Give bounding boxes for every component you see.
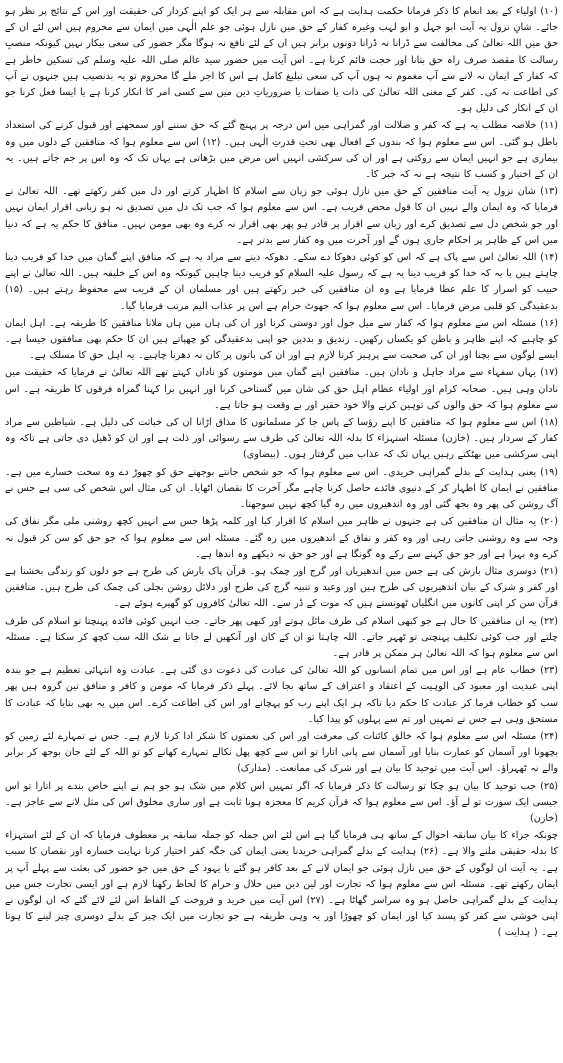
commentary-paragraph-23: (۲۳) خطاب عام ہے اور اس میں تمام انسانوں کو اللہ تعالیٰ کی عبادت کی دعوت دی گئی ہے۔ عبادت وہ انتہائی تعظیم ہے جو بندہ اپنی عبدیت اور معبود کی الوہیت کے اعتقاد و اعتراف کے ساتھ بجا لائے۔ پہلے ذکر فرمایا کہ مومن و کافر و منافق تین گروہ ہیں پھر سب کو خطاب فرما کر عبادت کا حکم دیا تاکہ ہر ایک اپنے رب کو پہچانے اور اس کی اطاعت کرے۔ اس میں یہ بھی بتایا کہ عبادت کا مستحق وہی ہے جس نے تمہیں اور تم سے پہلوں کو پیدا کیا۔ [5, 665, 558, 725]
commentary-paragraph-20: (۲۰) یہ مثال ان منافقین کی ہے جنہوں نے ظاہر میں اسلام کا اقرار کیا اور کلمہ پڑھا جس سے انہیں کچھ روشنی ملی مگر نفاق کی وجہ سے وہ روشنی جاتی رہی اور وہ کفر و نفاق کے اندھیروں میں رہ گئے۔ مسئلہ اس سے معلوم ہوا کہ جو حق کو سن کر قبول نہ کرے وہ بہرا ہے اور جو حق کہنے سے رکے وہ گونگا ہے اور جو حق نہ دیکھے وہ اندھا ہے۔ [5, 516, 558, 560]
commentary-paragraph-19: (۱۹) یعنی ہدایت کے بدلے گمراہی خریدی۔ اس سے معلوم ہوا کہ جو شخص جانتے بوجھتے حق کو چھوڑ دے وہ سخت خسارے میں ہے۔ منافقین نے ایمان کا اظہار کر کے دنیوی فائدے حاصل کرنا چاہے مگر آخرت کا نقصان اٹھایا۔ ان کی مثال اس شخص کی سی ہے جس نے آگ روشن کی پھر وہ بجھ گئی اور وہ اندھیروں میں رہ گیا کچھ نہیں سوجھتا۔ [5, 466, 558, 511]
commentary-paragraph-21: (۲۱) دوسری مثال بارش کی ہے جس میں اندھیریاں اور گرج اور چمک ہو۔ قرآن پاک بارش کی طرح ہے جو دلوں کو زندگی بخشتا ہے اور کفر و شرک کے بیان اندھیریوں کی طرح ہیں اور وعید و تنبیہ گرج کی طرح اور دلائل روشن بجلی کی چمک کی طرح ہیں۔ منافقین قرآن سن کر اپنی کانوں میں انگلیاں ٹھونستے ہیں کہ موت کے ڈر سے۔ اللہ تعالیٰ کافروں کو گھیرے ہوئے ہے۔ [5, 565, 558, 610]
commentary-paragraph-final: چونکہ جزاء کا بیان سابقہ احوال کے ساتھ ہی فرمایا گیا ہے اس لئے اس جملہ کو جملہ سابقہ پر معطوف فرمایا کہ ان کے لئے استہزاء کا بدلہ حقیقی ملنے والا ہے۔ (۲۶) ہدایت کے بدلے گمراہی خریدنا یعنی ایمان کی جگہ کفر اختیار کرنا نہایت خسارہ اور نقصان کا سبب ہے۔ یہ آیت ان لوگوں کے حق میں نازل ہوئی جو ایمان لانے کے بعد کافر ہو گئے یا یہود کے حق میں جو حضور کی بعثت سے پہلے آپ پر ایمان رکھتے تھے۔ مسئلہ اس سے معلوم ہوا کہ تجارت اور لین دین میں حلال و حرام کا لحاظ رکھنا لازم ہے اور ایسی تجارت جس میں ہدایت کے بدلے گمراہی حاصل ہو وہ سراسر گھاٹا ہے۔ (۲۷) اس آیت میں خرید و فروخت کے الفاظ اس لئے لائے گئے کہ ان لوگوں نے اپنی خوشی سے کفر کو پسند کیا اور ایمان کو چھوڑا اور یہ وہی طریقہ ہے جو تجارت میں ایک چیز کے بدلے دوسری چیز لینے کا ہوتا ہے۔ ( ہدایت ) [5, 830, 558, 939]
commentary-paragraph-17: (۱۷) یہاں سفہاء سے مراد جاہل و نادان ہیں۔ منافقین اپنے گمان میں مومنوں کو نادان کہتے تھے اللہ تعالیٰ نے فرمایا کہ حقیقت میں نادان وہی ہیں۔ صحابہ کرام اور اولیاء عظام اہل حق کی شان میں گستاخی کرنا اور انہیں برا کہنا گمراہ فرقوں کا طریقہ ہے۔ اس سے معلوم ہوا کہ حق والوں کی توہین کرنے والا خود حقیر اور بے وقعت ہو جاتا ہے۔ [5, 367, 558, 411]
commentary-paragraph-25: (۲۵) جب توحید کا بیان ہو چکا تو رسالت کا ذکر فرمایا کہ اگر تمہیں اس کلام میں شک ہو جو ہم نے اپنے خاص بندے پر اتارا تو اس جیسی ایک سورت تو لے آؤ۔ اس سے معلوم ہوا کہ قرآن کریم کا معجزہ ہونا ثابت ہے اور ساری مخلوق اس کی مثل لانے سے عاجز ہے۔ (خازن) [5, 780, 558, 824]
commentary-paragraph-11-12: (۱۱) خلاصہ مطلب یہ ہے کہ کفر و ضلالت اور گمراہی میں اس درجہ پر پہنچ گئے کہ حق سننے اور سمجھنے اور قبول کرنے کی استعداد باطل ہو گئی۔ اس سے معلوم ہوا کہ بندوں کے افعال بھی تحتِ قدرتِ الٰہی ہیں۔ (۱۲) اس سے معلوم ہوا کہ منافقین کے دلوں میں وہ بیماری ہے جو انہیں ایمان سے روکتی ہے اور ان کی سرکشی انہیں اس مرض میں بڑھاتی ہے یہاں تک کہ وہ اس پر جم جاتے ہیں۔ یہ ان کے اختیار و کسب کا نتیجہ ہے نہ کہ جبر کا۔ [5, 120, 558, 181]
commentary-paragraph-24: (۲۴) مسئلہ اس سے معلوم ہوا کہ خالق کائنات کی معرفت اور اس کی نعمتوں کا شکر ادا کرنا لازم ہے۔ جس نے تمہارے لئے زمین کو بچھونا اور آسمان کو عمارت بنایا اور آسمان سے پانی اتارا تو اس سے کچھ پھل نکالے تمہارے کھانے کو تو اللہ کے لئے جان بوجھ کر برابر والے نہ ٹھہراؤ۔ اس آیت میں توحید کا بیان ہے اور شرک کی ممانعت۔ (مدارک) [5, 730, 558, 775]
commentary-paragraph-14-15: (۱۴) اللہ تعالیٰ اس سے پاک ہے کہ اس کو کوئی دھوکا دے سکے۔ دھوکہ دینے سے مراد یہ ہے کہ منافق اپنے گمان میں خدا کو فریب دینا چاہتے ہیں یا یہ کہ خدا کو فریب دینا یہ ہے کہ رسول علیہ السلام کو فریب دینا چاہیں کیونکہ وہ اس کے خلیفہ ہیں۔ اللہ تعالیٰ نے اپنے حبیب کو اسرار کا علم عطا فرمایا ہے وہ ان منافقین کی خبر رکھتے ہیں اور مسلمان ان کے فریب سے محفوظ رہتے ہیں۔ (۱۵) بدعقیدگی کو قلبی مرض فرمایا۔ اس سے معلوم ہوا کہ جھوٹ حرام ہے اس پر عذاب الیم مرتب فرمایا گیا۔ [5, 252, 558, 312]
commentary-paragraph-22: (۲۲) یہ ان منافقین کا حال ہے جو کبھی اسلام کی طرف مائل ہوتے اور کبھی پھر جاتے۔ جب انہیں کوئی فائدہ پہنچتا تو اسلام کی طرف چلتے اور جب کوئی تکلیف پہنچتی تو ٹھہر جاتے۔ اللہ چاہتا تو ان کے کان اور آنکھیں لے جاتا بے شک اللہ سب کچھ کر سکتا ہے۔ مسئلہ اس سے معلوم ہوا کہ اللہ تعالیٰ ہر ممکن پر قادر ہے۔ [5, 615, 558, 659]
commentary-paragraph-10: (۱۰) اولیاء کے بعد انعام کا ذکر فرمانا حکمت ہدایت ہے کہ اس مقابلہ سے ہر ایک کو اپنے کردار کی حقیقت اور اس کے نتائج پر نظر ہو جائے۔ شانِ نزول یہ آیت ابو جہل و ابو لہب وغیرہ کفار کے حق میں نازل ہوئی جو علم الٰہی میں ایمان سے محروم ہیں اس لئے ان کے حق میں اللہ تعالیٰ کی مخالفت سے ڈرانا نہ ڈرانا دونوں برابر ہیں ان کے لئے نافع نہ ہوگا مگر حضور کی سعی بیکار نہیں کیونکہ منصبِ رسالت کا مقصد صرف راہ حق بتانا اور حجت قائم کرنا ہے۔ اس آیت میں حضور سید عالم صلی اللہ علیہ وسلم کی تسکین خاطر ہے کہ کفار کے ایمان نہ لانے سے آپ مغموم نہ ہوں آپ کی سعی تبلیغ کامل ہے اس کا اجر ملے گا محروم تو یہ بدنصیب ہیں جنہوں نے آپ کی اطاعت نہ کی۔ کفر کے معنی اللہ تعالیٰ کی ذات یا صفات یا ضروریاتِ دین میں سے کسی امر کا انکار کرنا ہے یا ایسا فعل کرنا جو ان کے انکار کی دلیل ہو۔ [5, 6, 558, 115]
commentary-paragraph-13: (۱۳) شان نزول یہ آیت منافقین کے حق میں نازل ہوئی جو زبان سے اسلام کا اظہار کرتے اور دل میں کفر رکھتے تھے۔ اللہ تعالیٰ نے فرمایا کہ وہ ایمان والے نہیں ان کا قول محض فریب ہے۔ اس سے معلوم ہوا کہ جب تک دل میں تصدیق نہ ہو زبانی اقرار ایمان نہیں اور جو شخص دل سے تصدیق کرے اور زبان سے اقرار پر قادر ہو پھر بھی اقرار نہ کرے وہ بھی مومن نہیں۔ منافق کا حکم یہ ہے کہ دنیا میں اس کے ظاہر پر احکام جاری ہوں گے اور آخرت میں وہ کفار سے بدتر ہے۔ [5, 186, 558, 246]
commentary-paragraph-18: (۱۸) اس سے معلوم ہوا کہ منافقین کا اپنے رؤسا کے پاس جا کر مسلمانوں کا مذاق اڑانا ان کی خباثت کی دلیل ہے۔ شیاطین سے مراد کفار کے سردار ہیں۔ (خازن) مسئلہ استہزاء کا بدلہ اللہ تعالیٰ کی طرف سے رسوائی اور ذلت ہے اور ان کو ڈھیل دی جاتی ہے تاکہ وہ اپنی سرکشی میں بھٹکتے رہیں یہاں تک کہ عذاب میں گرفتار ہوں۔ (بیضاوی) [5, 417, 558, 461]
commentary-paragraph-16: (۱۶) مسئلہ اس سے معلوم ہوا کہ کفار سے میل جول اور دوستی کرنا اور ان کی ہاں میں ہاں ملانا منافقین کا طریقہ ہے۔ اہل ایمان کو چاہیے کہ اپنے ظاہر و باطن کو یکساں رکھیں۔ زندیق و بددین جو اپنی بدعقیدگی کو چھپاتے ہیں ان کا حکم بھی منافقوں جیسا ہے۔ ایسے لوگوں سے بچنا اور ان کی صحبت سے پرہیز کرنا لازم ہے اور ان کی باتوں پر کان نہ دھرنا چاہیے۔ یہ اہل حق کا مسلک ہے۔ [5, 317, 558, 362]
